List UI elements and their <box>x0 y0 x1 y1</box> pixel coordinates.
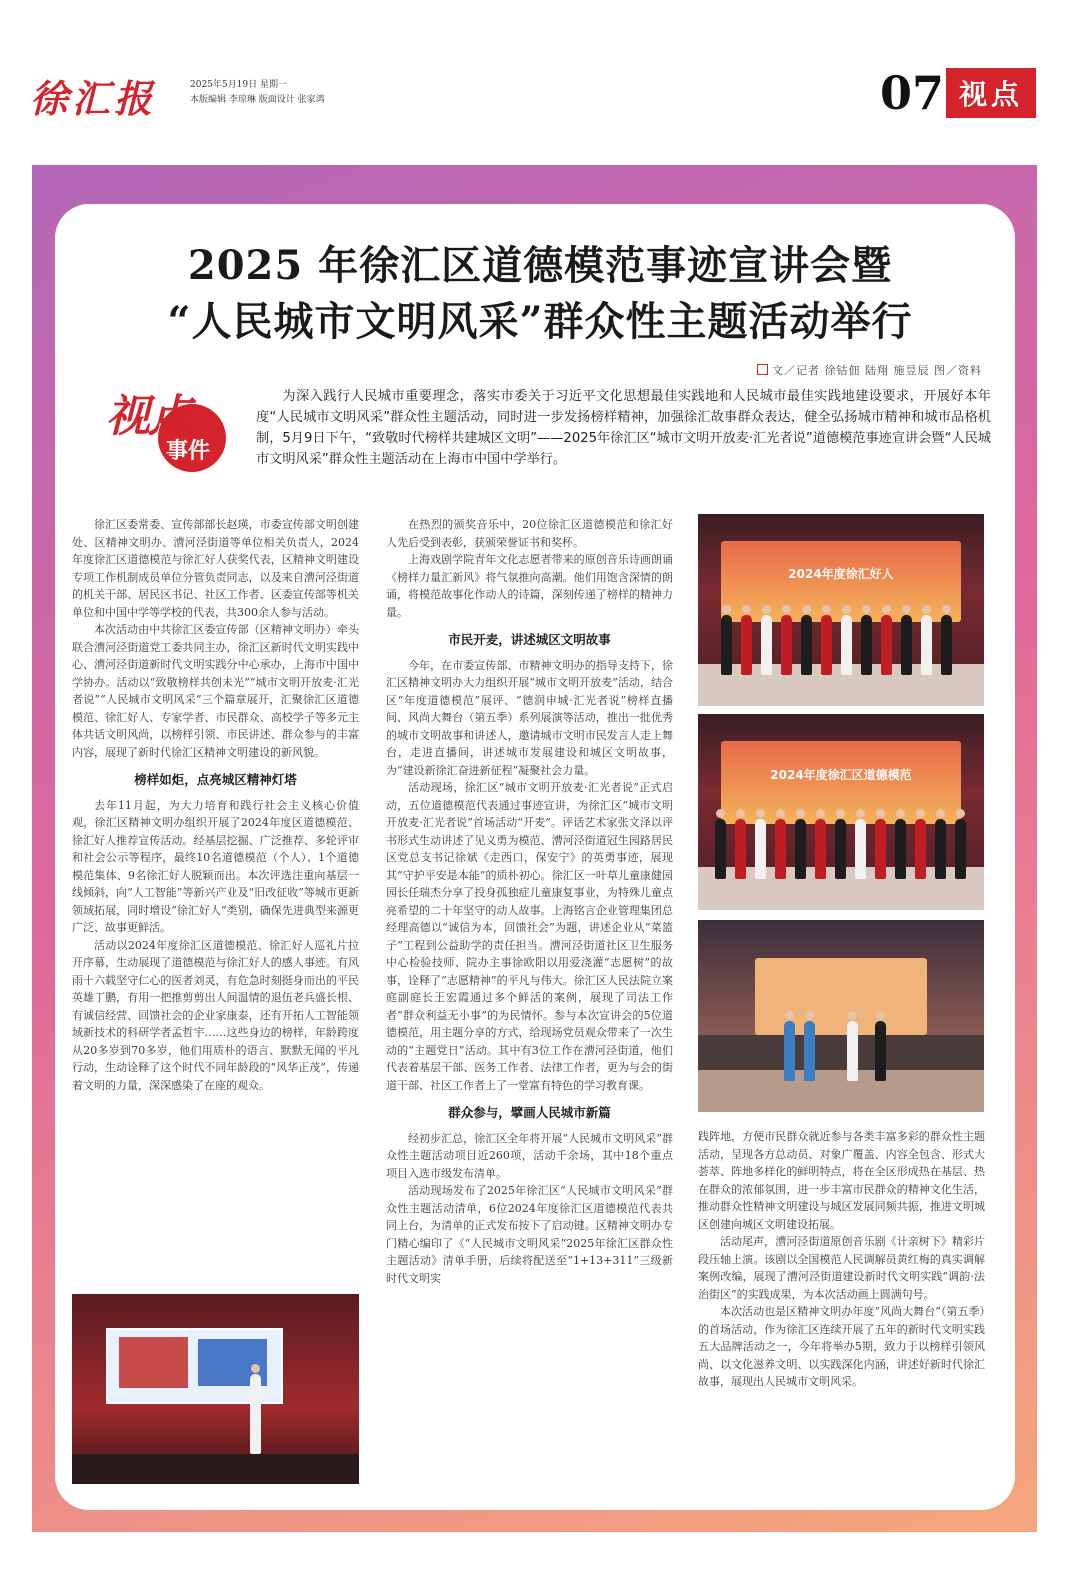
person <box>721 615 732 675</box>
photo-banner: 2024年度徐汇好人 <box>788 567 894 582</box>
person <box>881 615 892 675</box>
person <box>761 615 772 675</box>
col2-paragraph: 活动现场发布了2025年徐汇区“人民城市文明风采”群众性主题活动清单，6位2024年度徐汇区道德模范代表共同上台，为清单的正式发布按下了启动键。区精神文明办专门精心编印了《“人民城市文明风采”2025年徐汇区群众性主题活动》清单手册，后续将配送至“1+13+311”三级新时代文明实 <box>386 1184 673 1285</box>
stage-screen <box>755 958 927 1035</box>
person <box>715 819 726 879</box>
person <box>804 1021 815 1081</box>
person <box>735 819 746 879</box>
person <box>955 819 966 879</box>
person <box>821 615 832 675</box>
column-3 <box>698 1128 985 1391</box>
stage-floor <box>72 1454 359 1484</box>
byline-box-icon <box>757 364 768 375</box>
person <box>841 615 852 675</box>
screen-image <box>119 1337 188 1388</box>
article-headline <box>70 238 1010 350</box>
col2-paragraph: 今年，在市委宣传部、市精神文明办的指导支持下，徐汇区精神文明办大力组织开展“城市文明开放麦”活动，结合区“年度道德模范”展评、“德润申城·汇光者说”榜样直播间、风尚大舞台（第五季）系列展演等活动，推出一批优秀的城市文明故事和讲述人，邀请城市文明市民发言人走上舞台，走进直播间，讲述城市发展建设和城区文明故事，为“建设新徐汇奋进新征程”凝聚社会力量。 <box>386 658 673 777</box>
subheading: 群众参与，擘画人民城市新篇 <box>448 1105 611 1120</box>
col3-paragraph: 践阵地，方便市民群众就近参与各类丰富多彩的群众性主题活动，呈现各方总动员、对象广覆盖、内容全包含、形式大荟萃、阵地多样化的鲜明特点，将在全区形成热在基层、热在群众的浓郁氛围，进一步丰富市民群众的精神文化生活，推动群众性精神文明建设与城区发展同频共振，推进文明城区创建向城区文明建设拓展。 <box>698 1130 985 1231</box>
byline <box>757 362 982 378</box>
person <box>855 819 866 879</box>
person <box>915 819 926 879</box>
seal-main-text: 视点 <box>106 391 190 442</box>
newspaper-logo: 徐汇报 <box>30 76 157 121</box>
page-number: 07 <box>880 66 945 120</box>
person <box>781 615 792 675</box>
col1-paragraph: 去年11月起，为大力培育和践行社会主义核心价值观，徐汇区精神文明办组织开展了2024年度区道德模范、徐汇好人推荐宣传活动。经基层挖掘、广泛推荐、多轮评审和社会公示等程序，最终10名道德模范（个人）、1个道德模范集体、9名徐汇好人脱颖而出。本次评选注重向基层一线倾斜，向“人工智能”等新兴产业及“旧改征收”等城市更新领域拓展，同时增设“徐汇好人”类别，确保先进典型来源更广泛、故事更鲜活。 <box>72 798 359 934</box>
col2-paragraph: 在热烈的颁奖音乐中，20位徐汇区道德模范和徐汇好人先后受到表彰，获颁荣誉证书和奖杯。 <box>386 518 673 549</box>
subheading: 榜样如炬，点亮城区精神灯塔 <box>134 772 297 787</box>
person <box>935 819 946 879</box>
issue-info <box>190 78 325 108</box>
person <box>795 819 806 879</box>
person <box>941 615 952 675</box>
headline-line-2: “人民城市文明风采”群众性主题活动举行 <box>167 298 913 345</box>
date-line: 2025年5月19日 星期一 <box>190 80 287 90</box>
person <box>815 819 826 879</box>
person <box>801 615 812 675</box>
col3-paragraph: 活动尾声，漕河泾街道原创音乐剧《计亲树下》精彩片段压轴上演。该剧以全国模范人民调解员黄红梅的真实调解案例改编，展现了漕河泾街道建设新时代文明实践“调韵·法治街区”的实践成果，为本次活动画上圆满句号。 <box>698 1235 985 1301</box>
byline-text: 文／记者 徐钴佃 陆翔 施昱辰 图／资料 <box>772 364 982 377</box>
photo-speaker-presentation <box>72 1294 359 1484</box>
person <box>895 819 906 879</box>
lead-paragraph: 为深入践行人民城市重要理念，落实市委关于习近平文化思想最佳实践地和人民城市最佳实践地建设要求，开展好本年度“人民城市文明风采”群众性主题活动，同时进一步发扬榜样精神，加强徐汇故事群众表达，健全弘扬城市精神和城市品格机制，5月9日下午，“致敬时代榜样共建城区文明”——2025年徐汇区“城市文明开放麦·汇光者说”道德模范事迹宣讲会暨“人民城市文明风采”群众性主题活动在上海市中国中学举行。 <box>256 389 991 467</box>
col1-paragraph: 徐汇区委常委、宣传部部长赵瑛，市委宣传部文明创建处、区精神文明办、漕河泾街道等单位相关负责人，2024年度徐汇区道德模范与徐汇好人获奖代表，区精神文明建设专项工作机制成员单位分管负责同志，以及来自漕河泾街道的机关干部、居民区书记、社区工作者、区委宣传部等机关单位和中国中学等学校的代表，共300余人参与活动。 <box>72 518 359 619</box>
speaker <box>250 1374 261 1454</box>
person <box>835 819 846 879</box>
person <box>921 615 932 675</box>
col1-paragraph: 活动以2024年度徐汇区道德模范、徐汇好人巡礼片拉开序幕，生动展现了道德模范与徐汇好人的感人事迹。有风雨十六载坚守仁心的医者刘灵，有危急时刻挺身而出的平民英雄丁鹏，有用一把推剪剪出人间温情的退伍老兵盛长根、有诚信经营、回馈社会的企业家康泰，还有开拓人工智能领域新技术的科研学者孟哲宇……这些身边的榜样，年龄跨度从20多岁到70多岁，他们用质朴的语言、默默无闻的平凡行动，生动诠释了这个时代不同年龄段的“风华正茂”，传递着文明的力量，深深感染了在座的观众。 <box>72 938 359 1092</box>
person <box>875 1021 886 1081</box>
col2-paragraph: 上海戏剧学院青年文化志愿者带来的原创音乐诗画朗诵《榜样力量汇新风》将气氛推向高潮。他们用饱含深情的朗诵，将模范故事化作动人的诗篇，深刻传递了榜样的精神力量。 <box>386 553 673 619</box>
person <box>755 819 766 879</box>
photo-moral-models-group <box>698 714 984 910</box>
person <box>775 819 786 879</box>
staff-line: 本版编辑 李琼琳 版面设计 张家鸿 <box>190 95 325 105</box>
person <box>741 615 752 675</box>
col3-paragraph: 本次活动也是区精神文明办年度“风尚大舞台”（第五季）的首场活动，作为徐汇区连续开展了五年的新时代文明实践五大品牌活动之一，今年将举办5期，致力于以榜样引领风尚、以文化滋养文明、以实践深化内涵，讲述好新时代徐汇故事，展现出人民城市文明风采。 <box>698 1305 985 1388</box>
seal-sub-text: 事件 <box>166 438 211 464</box>
column-1 <box>72 516 359 1094</box>
column-2 <box>386 516 673 1287</box>
photo-good-people-group <box>698 514 984 706</box>
subheading: 市民开麦，讲述城区文明故事 <box>448 632 611 647</box>
person <box>861 615 872 675</box>
person <box>847 1021 858 1081</box>
person <box>901 615 912 675</box>
stage-floor <box>698 1070 984 1112</box>
person <box>875 819 886 879</box>
section-tag: 视点 <box>946 68 1036 118</box>
col1-paragraph: 本次活动由中共徐汇区委宣传部（区精神文明办）牵头联合漕河泾街道党工委共同主办，徐汇区新时代文明实践中心、漕河泾街道新时代文明实践分中心承办，上海市中国中学协办。活动以“致敬榜样共创未光”“城市文明开放麦·汇光者说”“人民城市文明风采”三个篇章展开，汇聚徐汇区道德模范、徐汇好人、专家学者、市民群众、高校学子等多元主体共话文明风尚，以榜样引领、市民讲述、群众参与的丰富内容，展现了新时代徐汇区精神文明建设的新风貌。 <box>72 623 359 759</box>
col2-paragraph: 经初步汇总，徐汇区全年将开展“人民城市文明风采”群众性主题活动项目近260项，活动千余场，其中18个重点项目入选市级发布清单。 <box>386 1131 673 1180</box>
section-seal <box>100 378 230 473</box>
masthead <box>0 0 1080 160</box>
col2-paragraph: 活动现场，徐汇区“城市文明开放麦·汇光者说”正式启动，五位道德模范代表通过事迹宣讲，为徐汇区“城市文明开放麦·汇光者说”首场活动“开麦”。评话艺术家张文泽以评书形式生动讲述了见义勇为模范、漕河泾街道冠生园路居民区党总支书记徐斌《走西口，保安宁》的英勇事迹，展现其“守护平安是本能”的质朴初心。徐汇区一叶草儿童康健园园长任瑞杰分享了投身孤独症儿童康复事业，为特殊儿童点亮希望的二十年坚守的动人故事。上海铭言企业管理集团总经理高德以“诚信为本，回馈社会”为题，讲述企业从“菜篮子”工程到公益助学的责任担当。漕河泾街道社区卫生服务中心检验技师、院办主事徐欧阳以用爱浇灌“志愿树”的故事，诠释了“志愿精神”的平凡与伟大。徐汇区人民法院立案庭副庭长王宏霞通过多个鲜活的案例，展现了司法工作者“群众利益无小事”的为民情怀。参与本次宣讲会的5位道德模范，用主题分享的方式，给现场党员观众带来了一次生动的“主题党日”活动。其中有3位工作在漕河泾街道，他们代表着基层干部、医务工作者、法律工作者，更为与会的街道干部、社区工作者上了一堂富有特色的学习教育课。 <box>386 781 673 1092</box>
photo-stage-performance <box>698 920 984 1112</box>
headline-line-1: 2025 年徐汇区道德模范事迹宣讲会暨 <box>187 242 893 289</box>
photo-banner: 2024年度徐汇区道德模范 <box>770 768 912 783</box>
person <box>784 1021 795 1081</box>
